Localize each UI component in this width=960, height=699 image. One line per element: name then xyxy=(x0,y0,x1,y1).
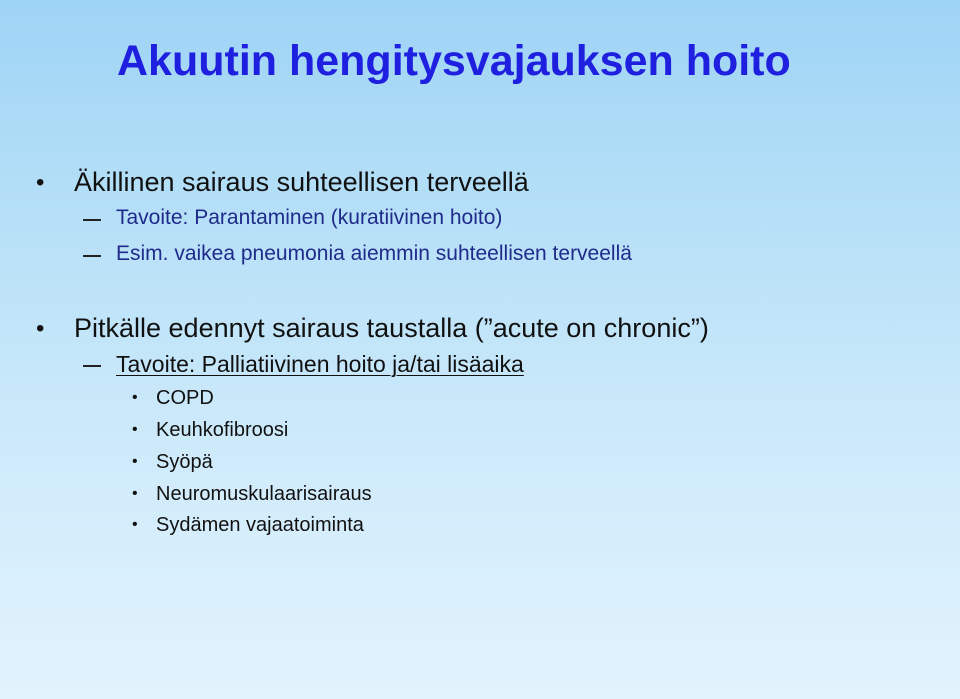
condition-item: • COPD xyxy=(156,388,214,408)
subitem-goal-palliative: Tavoite: Palliatiivinen hoito ja/tai lisäaika xyxy=(116,351,524,377)
bullet-chronic-illness: • Pitkälle edennyt sairaus taustalla (”acute on chronic”) xyxy=(74,315,709,342)
subitem-example-pneumonia: Esim. vaikea pneumonia aiemmin suhteellisen terveellä xyxy=(116,242,632,265)
condition-item: • Keuhkofibroosi xyxy=(156,420,288,440)
slide-title: Akuutin hengitysvajauksen hoito xyxy=(117,37,791,85)
bullet-acute-illness: • Äkillinen sairaus suhteellisen terveellä xyxy=(74,169,529,196)
condition-item: • Sydämen vajaatoiminta xyxy=(156,515,364,535)
subitem-goal-curative: Tavoite: Parantaminen (kuratiivinen hoito) xyxy=(116,206,503,229)
condition-item: • Neuromuskulaarisairaus xyxy=(156,484,372,504)
condition-item: • Syöpä xyxy=(156,452,213,472)
